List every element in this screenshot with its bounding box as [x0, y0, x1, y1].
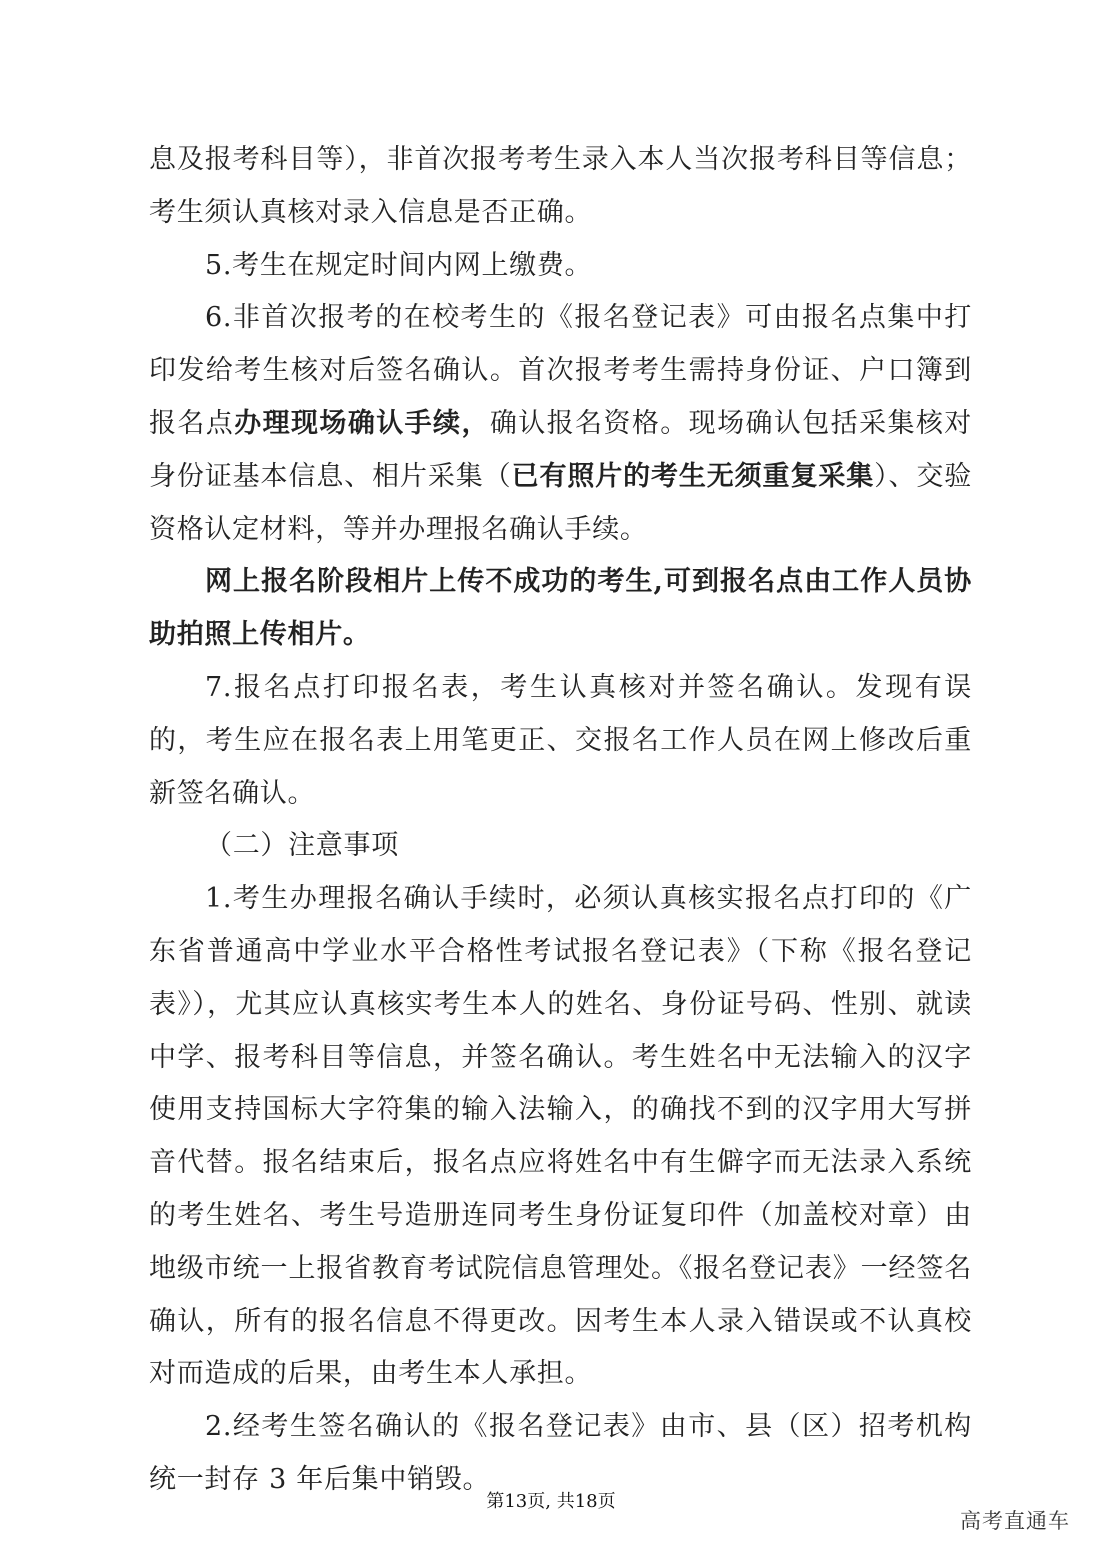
document-body — [149, 134, 972, 1507]
paragraph-photo-upload-note: 网上报名阶段相片上传不成功的考生,可到报名点由工作人员协助拍照上传相片。 — [149, 566, 972, 651]
paragraph-item-6-bold-onsite-confirmation: 办理现场确认手续， — [234, 407, 490, 439]
paragraph-item-6-text-e: ）、交验资格认定材料，等并办理报名确认手续。 — [149, 460, 972, 545]
paragraph-item-6-bold-photo-note: 已有照片的考生无须重复采集 — [511, 460, 875, 492]
section-heading: （二）注意事项 — [205, 830, 399, 862]
paragraph-notice-2: 2.经考生签名确认的《报名登记表》由市、县（区）招考机构统一封存 3 年后集中销毁。 — [149, 1411, 972, 1495]
paragraph-item-6 — [149, 292, 972, 556]
paragraph-item-7: 7.报名点打印报名表，考生认真核对并签名确认。发现有误的，考生应在报名表上用笔更正、交报名工作人员在网上修改后重新签名确认。 — [149, 671, 972, 809]
watermark: 高考直通车 — [960, 1509, 1070, 1533]
paragraph-notice-1: 1.考生办理报名确认手续时，必须认真核实报名点打印的《广东省普通高中学业水平合格性考试报名登记表》（下称《报名登记表》），尤其应认真核实考生本人的姓名、身份证号码、性别、就读中学、报考科目等信息，并签名确认。考生姓名中无法输入的汉字使用支持国标大字符集的输入法输入，的确找不到的汉字用大写拼音代替。报名结束后，报名点应将姓名中有生僻字而无法录入系统的考生姓名、考生号造册连同考生身份证复印件（加盖校对章）由地级市统一上报省教育考试院信息管理处。《报名登记表》一经签名确认，所有的报名信息不得更改。因考生本人录入错误或不认真校对而造成的后果，由考生本人承担。 — [149, 883, 972, 1390]
paragraph-item-6-text-a: 6.非首次报考的在校考生的《报名登记表》可由报名点集中打印发给考生核对后签名确认。首次报考考生需持身份证、户口簿到报名点 — [149, 302, 972, 439]
paragraph-continuation: 息及报考科目等），非首次报考考生录入本人当次报考科目等信息；考生须认真核对录入信息是否正确。 — [149, 144, 972, 228]
page-number: 第13页, 共18页 — [486, 1491, 616, 1512]
paragraph-item-6-text-c: 确认报名资格。现场确认包括采集核对身份证基本信息、相片采集（ — [149, 407, 972, 492]
paragraph-item-5: 5.考生在规定时间内网上缴费。 — [205, 249, 593, 281]
